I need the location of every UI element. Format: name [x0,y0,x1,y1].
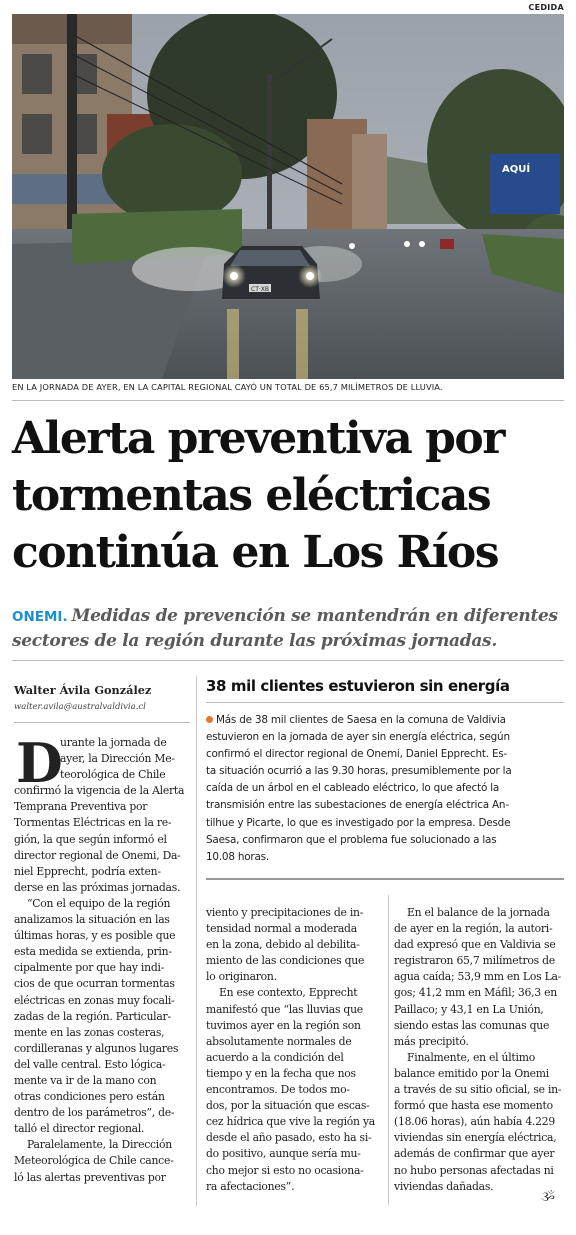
box-line: transmisión entre las subestaciones de energía eléctrica An- [206,799,509,812]
text-line: desde el año pasado, esto ha si- [206,1131,372,1145]
text-line: tensidad normal a moderada [206,922,357,936]
column-1 [14,731,194,1186]
text-line: siendo estas las comunas que [394,1018,550,1032]
text-line: talló el director regional. [14,1122,145,1136]
text-line: gión, la que según informó el [14,832,167,846]
headline-line: tormentas eléctricas [12,470,491,521]
text-line: mente en las zonas costeras, [14,1025,165,1039]
text-line: viviendas dañadas. [394,1179,494,1193]
text-line: absolutamente normales de [206,1034,352,1048]
sign-text: AQUÍ [502,164,531,175]
text-line: otras condiciones pero están [14,1090,165,1104]
text-line: confirmó la vigencia de la Alerta [14,784,185,798]
text-line: agua caída; 53,9 mm en Los La- [394,970,562,984]
box-line: estuvieron en la jornada de ayer sin energía eléctrica, según [206,731,510,744]
text-line: director regional de Onemi, Da- [14,848,181,862]
text-line: a través de su sitio oficial, se in- [394,1083,562,1097]
text-line: Temprana Preventiva por [14,800,148,814]
text-line: además de confirmar que ayer [394,1147,555,1161]
text-line: viento y precipitaciones de in- [206,906,364,919]
text-line: cios de que ocurran tormentas [14,977,175,991]
box-line: tilhue y Picarte, lo que es investigado por la empresa. Desde [206,816,511,829]
box-title: 38 mil clientes estuvieron sin energía [206,677,510,695]
text-line: en la zona, debido al debilita- [206,938,360,952]
text-line: acuerdo a la condición del [206,1050,344,1064]
text-line: ló las alertas preventivas por [14,1170,166,1184]
deck [12,604,568,653]
text-line: zadas de la región. Particular- [14,1009,171,1023]
bullet-icon [206,716,213,723]
text-line: Paralelamente, la Dirección [27,1138,172,1152]
text-line: balance emitido por la Onemi [394,1066,549,1080]
text-line: cordilleranas y algunos lugares [14,1041,179,1055]
text-line: analizamos la situación en las [14,913,170,927]
column-divider [388,895,389,1205]
text-line: mente va ir de la mano con [14,1073,157,1087]
text-line: teorológica de Chile [60,768,166,782]
byline-name: Walter Ávila González [14,683,152,697]
photo-credit: CEDIDA [528,3,564,12]
text-line: Paillaco; y 43,1 en La Unión, [394,1002,544,1016]
box-line: caída de un árbol en el cableado eléctrico, lo que afectó la [206,782,500,795]
headline-line: Alerta preventiva por [12,413,504,464]
text-line: formó que hasta ese momento [394,1099,553,1113]
text-line: urante la jornada de [60,736,167,749]
news-photo [12,14,564,379]
column-2 [206,905,386,1195]
text-line: no hubo personas afectadas ni [394,1163,554,1177]
column-divider [196,676,197,1206]
text-line: derse en las próximas jornadas. [14,880,181,894]
deck-tag: ONEMI. [12,609,68,625]
text-line: lo originaron. [206,970,277,984]
sidebar-box [206,712,568,866]
plate-text: CT·XB [251,286,269,293]
box-line: ta situación ocurrió a las 9.30 horas, presumiblemente por la [206,765,512,778]
text-line: Tormentas Eléctricas en la re- [14,816,172,830]
text-line: En ese contexto, Epprecht [219,986,358,1000]
box-bottom-rule [206,878,564,880]
text-line: miento de las condiciones que [206,954,365,968]
end-mark: ૐ [541,1190,556,1205]
text-line: tiempo y en la fecha que nos [206,1066,356,1080]
deck-line: Medidas de prevención se mantendrán en diferentes [71,606,558,626]
text-line: (18.06 horas), aún había 4.229 [394,1115,556,1129]
text-line: dos, por la situación que escas- [206,1099,370,1113]
text-line: Meteorológica de Chile cance- [14,1154,174,1168]
box-line: 10.08 horas. [206,850,269,863]
text-line: viviendas sin energía eléctrica, [394,1131,557,1145]
text-line: ra afectaciones”. [206,1179,295,1193]
text-line: niel Epprecht, podría exten- [14,864,161,878]
text-line: cho mejor si esto no ocasiona- [206,1163,364,1177]
text-line: dentro de los parámetros”, de- [14,1106,175,1120]
text-line: do positivo, aunque sería mu- [206,1147,361,1161]
headline [12,410,568,581]
text-line: dad expresó que en Valdivia se [394,938,556,952]
drop-cap: D [16,731,63,795]
text-line: manifestó que “las lluvias que [206,1002,363,1016]
text-line: del valle central. Esto lógica- [14,1057,166,1071]
box-line: confirmó el director regional de Onemi, Daniel Epprecht. Es- [206,748,508,761]
photo-illustration [12,14,564,379]
text-line: de ayer en la región, la autori- [394,922,553,936]
photo-caption: EN LA JORNADA DE AYER, EN LA CAPITAL REGIONAL CAYÓ UN TOTAL DE 65,7 MILÍMETROS DE LLUVIA. [12,382,443,392]
caption-rule [12,400,564,401]
box-rule [206,702,564,703]
box-line-text: Más de 38 mil clientes de Saesa en la comuna de Valdivia [216,714,506,726]
column-3 [394,905,570,1195]
text-line: encontramos. De todos mo- [206,1083,350,1097]
headline-line: continúa en Los Ríos [12,527,499,578]
text-line: ayer, la Dirección Me- [60,752,175,766]
text-line: últimas horas, y es posible que [14,929,176,943]
text-line: tuvimos ayer en la región son [206,1018,361,1032]
text-line: “Con el equipo de la región [27,896,171,910]
box-line: Saesa, confirmaron que el problema fue solucionado a las [206,833,497,846]
byline-email: walter.avila@australvaldivia.cl [14,702,146,712]
deck-line: sectores de la región durante las próximas jornadas. [12,631,497,651]
box-line [206,712,568,729]
text-line: Finalmente, en el último [407,1050,535,1064]
text-line: eléctricas en zonas muy focali- [14,993,175,1007]
text-line: En el balance de la jornada [407,906,550,919]
text-line: registraron 65,7 milímetros de [394,954,555,968]
text-line: esta medida se extienda, prin- [14,945,172,959]
text-line: gos; 41,2 mm en Máfil; 36,3 en [394,986,557,1000]
text-line: cipalmente por que hay indi- [14,961,165,975]
text-line: cez hídrica que vive la región ya [206,1115,375,1129]
text-line: más precipitó. [394,1034,469,1048]
byline-rule [14,722,190,723]
deck-rule [12,660,564,661]
